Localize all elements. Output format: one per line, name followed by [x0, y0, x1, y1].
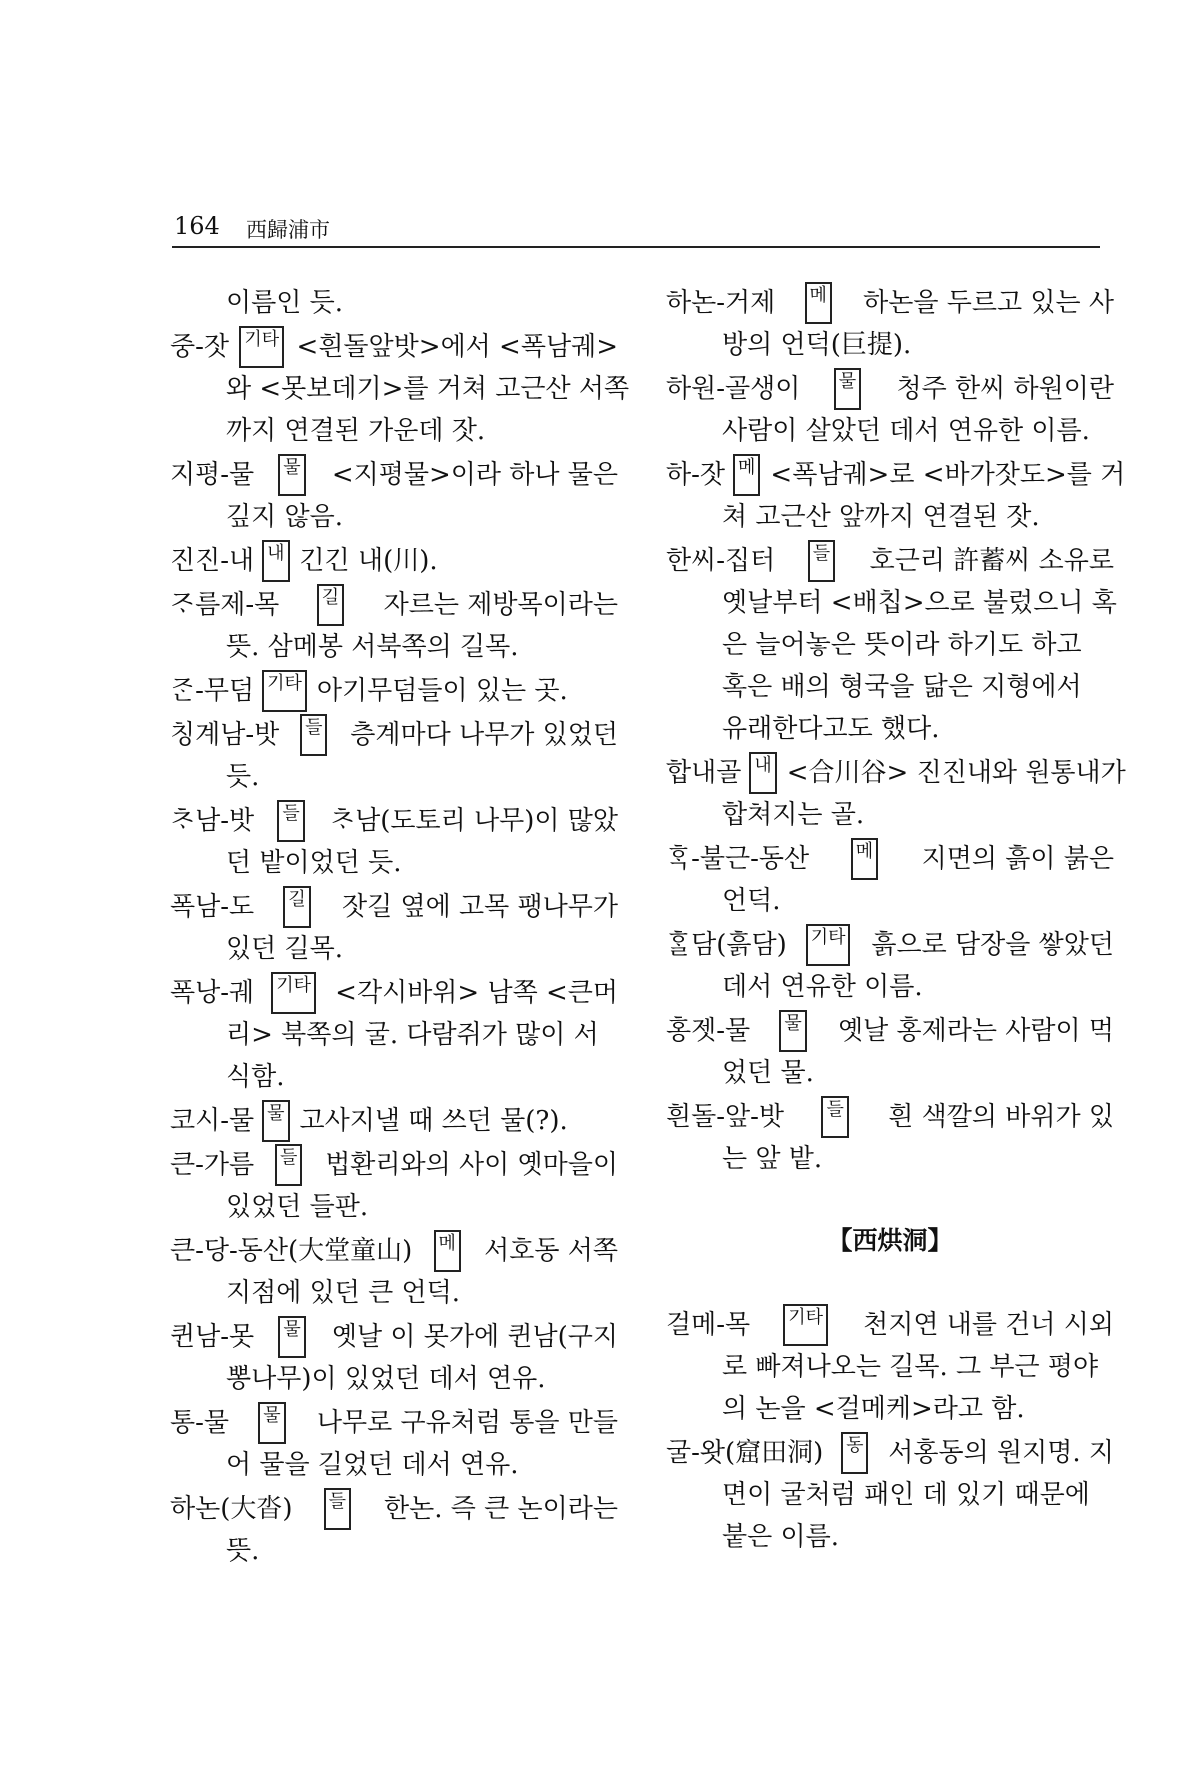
entry-text: <合川谷> 진진내와 원통내가: [786, 758, 1126, 788]
dictionary-entry: [170, 282, 618, 324]
entry-headword: 이름인 듯.: [226, 288, 343, 318]
entry-headword: 걸메-목: [666, 1310, 751, 1340]
entry-headword: 코시-물: [170, 1106, 255, 1136]
entry-text: 서호동 서쪽: [484, 1236, 618, 1266]
dictionary-entry: [170, 800, 618, 884]
entry-text: 하논을 두르고 있는 사: [863, 288, 1114, 318]
entry-headline: [666, 1432, 1114, 1474]
entry-text: 옛날부터 <배칩>으로 불렀으니 혹: [722, 588, 1117, 618]
category-tag: 내: [749, 752, 776, 794]
entry-headline: [170, 282, 618, 324]
category-tag: 길: [283, 886, 310, 928]
entry-headline: [666, 368, 1114, 410]
entry-headline: [170, 886, 618, 928]
entry-headline: [666, 838, 1114, 880]
category-tag: 기타: [783, 1304, 828, 1346]
entry-headline: [170, 326, 618, 368]
entry-text: 혹은 배의 형국을 닮은 지형에서: [722, 672, 1082, 702]
entry-text: 붙은 이름.: [722, 1522, 839, 1552]
entry-headword: 큰-당-동산(大堂童山): [170, 1236, 413, 1266]
entry-continuation: [170, 928, 618, 970]
entry-text: 로 빠져나오는 길목. 그 부근 평야: [722, 1352, 1099, 1382]
entry-headline: [666, 1096, 1114, 1138]
entry-text: <각시바위> 남쪽 <큰머: [335, 978, 618, 1008]
entry-text: 지면의 흙이 붉은: [921, 844, 1114, 874]
entry-headword: 하논(大沓): [170, 1494, 293, 1524]
page-header: [172, 210, 1100, 248]
category-tag: 기타: [262, 670, 307, 712]
category-tag: 길: [317, 584, 344, 626]
dictionary-entry: [666, 282, 1114, 366]
entry-headline: [170, 1100, 618, 1142]
entry-continuation: [666, 880, 1114, 922]
entry-continuation: [170, 1056, 618, 1098]
entry-text: 깊지 않음.: [226, 502, 343, 532]
entry-text: 긴긴 내(川).: [299, 546, 438, 576]
entry-headline: [170, 1488, 618, 1530]
entry-headword: 지평-물: [170, 460, 255, 490]
left-column: [170, 282, 630, 1574]
entry-text: 어 물을 길었던 데서 연유.: [226, 1450, 519, 1480]
right-column: [666, 282, 1126, 1560]
dictionary-entry: [170, 1402, 618, 1486]
entry-text: 있었던 들판.: [226, 1192, 369, 1222]
dictionary-entry: [666, 540, 1117, 750]
entry-continuation: [666, 582, 1117, 624]
category-tag: 들: [821, 1096, 848, 1138]
dictionary-entry: [666, 1304, 1114, 1430]
entry-headword: 칭계남-밧: [170, 720, 280, 750]
page-number: 164: [174, 212, 220, 240]
entry-headword: 퀸남-못: [170, 1322, 255, 1352]
entry-continuation: [170, 1358, 618, 1400]
entry-text: 뽕나무)이 있었던 데서 연유.: [226, 1364, 546, 1394]
entry-headline: [666, 454, 1126, 496]
dictionary-entry: [170, 670, 618, 712]
entry-headline: [170, 800, 618, 842]
dictionary-entry: [170, 1144, 618, 1228]
dictionary-entry: [170, 972, 618, 1098]
entry-text: 의 논을 <걸메케>라고 함.: [722, 1394, 1025, 1424]
entry-continuation: [170, 1272, 618, 1314]
entry-continuation: [666, 794, 1114, 836]
entry-headword: 합내골: [666, 758, 742, 788]
entry-headword: ᄎᆞ남-밧: [170, 806, 255, 836]
entry-continuation: [666, 666, 1114, 708]
entry-continuation: [170, 410, 618, 452]
entry-text: 있던 길목.: [226, 934, 343, 964]
entry-text: 리> 북쪽의 굴. 다람쥐가 많이 서: [226, 1020, 599, 1050]
category-tag: 동: [841, 1432, 868, 1474]
entry-continuation: [666, 1516, 1114, 1558]
entry-headword: 하원-골생이: [666, 374, 801, 404]
category-tag: 들: [277, 800, 304, 842]
entry-text: 지점에 있던 큰 언덕.: [226, 1278, 460, 1308]
entry-continuation: [666, 410, 1114, 452]
entry-continuation: [666, 624, 1114, 666]
category-tag: 메: [733, 454, 760, 496]
entry-text: 와 <못보데기>를 거쳐 고근산 서쪽: [226, 374, 630, 404]
entry-headword: 흰돌-앞-밧: [666, 1102, 785, 1132]
entry-continuation: [170, 842, 618, 884]
entry-text: 흰 색깔의 바위가 있: [888, 1102, 1114, 1132]
category-tag: 들: [300, 714, 327, 756]
category-tag: 물: [779, 1010, 806, 1052]
category-tag: 물: [278, 454, 305, 496]
entry-headword: 홍젯-물: [666, 1016, 751, 1046]
category-tag: 메: [851, 838, 878, 880]
entry-headline: [170, 584, 618, 626]
category-tag: 물: [278, 1316, 305, 1358]
entry-text: 자르는 제방목이라는: [383, 590, 618, 620]
entry-text: <지평물>이라 하나 물은: [331, 460, 618, 490]
entry-text: ᄎᆞ남(도토리 나무)이 많았: [330, 806, 618, 836]
entry-headline: [170, 972, 618, 1014]
entry-continuation: [666, 1052, 1114, 1094]
entry-headword: 폭낭-궤: [170, 978, 255, 1008]
entry-continuation: [666, 1388, 1114, 1430]
entry-text: 잣길 옆에 고목 팽나무가: [342, 892, 618, 922]
category-tag: 물: [834, 368, 861, 410]
category-tag: 물: [258, 1402, 285, 1444]
entry-headword: 큰-가름: [170, 1150, 255, 1180]
entry-text: 쳐 고근산 앞까지 연결된 잣.: [722, 502, 1040, 532]
dictionary-entry: [666, 368, 1114, 452]
entry-headline: [170, 714, 618, 756]
entry-text: 언덕.: [722, 886, 781, 916]
entry-text: 나무로 구유처럼 통을 만들: [316, 1408, 618, 1438]
category-tag: 기타: [806, 924, 851, 966]
entry-text: 사람이 살았던 데서 연유한 이름.: [722, 416, 1090, 446]
entry-text: 듯.: [226, 762, 260, 792]
entry-text: 청주 한씨 하원이란: [896, 374, 1114, 404]
entry-text: 면이 굴처럼 패인 데 있기 때문에: [722, 1480, 1090, 1510]
entry-headline: [666, 752, 1126, 794]
entry-text: 흙으로 담장을 쌓았던: [871, 930, 1114, 960]
entry-headline: [170, 670, 618, 712]
dictionary-entry: [666, 838, 1114, 922]
entry-headline: [666, 282, 1114, 324]
entry-text: 유래한다고도 했다.: [722, 714, 940, 744]
dictionary-entry: [170, 1488, 618, 1572]
category-tag: 메: [805, 282, 832, 324]
entry-continuation: [666, 1346, 1114, 1388]
entry-text: 뜻.: [226, 1536, 260, 1566]
entry-text: 천지연 내를 건너 시외: [863, 1310, 1114, 1340]
dictionary-entry: [666, 1096, 1114, 1180]
category-tag: 메: [434, 1230, 461, 1272]
entry-text: 층계마다 나무가 있었던: [350, 720, 618, 750]
entry-headline: [666, 924, 1114, 966]
dictionary-entry: [666, 454, 1126, 538]
dictionary-entry: [666, 1010, 1114, 1094]
entry-text: <흰돌앞밧>에서 <폭남궤>: [296, 332, 618, 362]
category-tag: 들: [808, 540, 835, 582]
category-tag: 기타: [271, 972, 316, 1014]
entry-continuation: [170, 1530, 618, 1572]
entry-text: 데서 연유한 이름.: [722, 972, 923, 1002]
entry-headword: ᄌᆞ름제-목: [170, 590, 280, 620]
dictionary-entry: [170, 454, 618, 538]
running-title: 西歸浦市: [246, 218, 330, 242]
entry-headword: 폭남-도: [170, 892, 255, 922]
entry-continuation: [170, 756, 618, 798]
entry-text: 던 밭이었던 듯.: [226, 848, 402, 878]
category-tag: 내: [262, 540, 289, 582]
entry-headline: [666, 1304, 1114, 1346]
dictionary-entry: [666, 1432, 1114, 1558]
entry-text: 합쳐지는 골.: [722, 800, 865, 830]
entry-continuation: [170, 1186, 618, 1228]
category-tag: 들: [275, 1144, 302, 1186]
entry-continuation: [666, 708, 1114, 750]
entry-text: 까지 연결된 가운데 잣.: [226, 416, 486, 446]
section-heading: 【西烘洞】: [827, 1226, 953, 1255]
entry-text: 었던 물.: [722, 1058, 814, 1088]
entry-headline: [170, 1316, 618, 1358]
entry-text: 방의 언덕(巨提).: [722, 330, 912, 360]
entry-text: 는 앞 밭.: [722, 1144, 823, 1174]
category-tag: 물: [262, 1100, 289, 1142]
dictionary-entry: [666, 752, 1126, 836]
entry-continuation: [170, 1014, 618, 1056]
entry-text: 서홍동의 원지명. 지: [888, 1438, 1114, 1468]
dictionary-entry: [666, 924, 1114, 1008]
dictionary-entry: [170, 1230, 618, 1314]
entry-headline: [170, 1402, 618, 1444]
entry-headword: ᄌᆞᆫ-무덤: [170, 676, 255, 706]
entry-text: <폭남궤>로 <바가잣도>를 거: [770, 460, 1126, 490]
entry-text: 아기무덤들이 있는 곳.: [316, 676, 568, 706]
entry-headline: [170, 1144, 618, 1186]
entry-headline: [666, 1010, 1114, 1052]
entry-headword: 한씨-집터: [666, 546, 776, 576]
dictionary-entry: [170, 584, 618, 668]
entry-text: 고사지낼 때 쓰던 물(?).: [299, 1106, 568, 1136]
entry-headline: [666, 540, 1114, 582]
entry-headword: 굴-왓(窟田洞): [666, 1438, 824, 1468]
entry-continuation: [170, 626, 618, 668]
entry-headword: ᄒᆞᆨ-불근-동산: [666, 844, 810, 874]
entry-continuation: [666, 1474, 1114, 1516]
dictionary-entry: [170, 326, 630, 452]
entry-headword: ᄒᆞᆯ담(흙담): [666, 930, 787, 960]
entry-headword: 하-잣: [666, 460, 726, 490]
entry-headline: [170, 1230, 618, 1272]
entry-continuation: [170, 1444, 618, 1486]
entry-headline: [170, 454, 618, 496]
dictionary-entry: [170, 1100, 618, 1142]
entry-text: 은 늘어놓은 뜻이라 하기도 하고: [722, 630, 1082, 660]
entry-text: 호근리 許蓄씨 소유로: [869, 546, 1114, 576]
entry-continuation: [666, 496, 1114, 538]
entry-continuation: [666, 966, 1114, 1008]
entry-text: 식함.: [226, 1062, 285, 1092]
entry-headword: 진진-내: [170, 546, 255, 576]
entry-continuation: [170, 496, 618, 538]
category-tag: 기타: [239, 326, 284, 368]
entry-text: 옛날 홍제라는 사람이 먹: [838, 1016, 1114, 1046]
entry-text: 뜻. 삼메봉 서북쪽의 길목.: [226, 632, 519, 662]
entry-text: 한논. 즉 큰 논이라는: [383, 1494, 618, 1524]
category-tag: 들: [324, 1488, 351, 1530]
dictionary-entry: [170, 886, 618, 970]
dictionary-entry: [170, 714, 618, 798]
entry-text: 옛날 이 못가에 퀸남(구지: [331, 1322, 618, 1352]
dictionary-entry: [170, 1316, 618, 1400]
entry-headword: 하논-거제: [666, 288, 776, 318]
dictionary-entry: [170, 540, 618, 582]
entry-continuation: [666, 1138, 1114, 1180]
entry-headline: [170, 540, 618, 582]
entry-headword: 통-물: [170, 1408, 230, 1438]
entry-headword: 중-잣: [170, 332, 230, 362]
entry-text: 법환리와의 사이 옛마을이: [325, 1150, 618, 1180]
entry-continuation: [666, 324, 1114, 366]
entry-continuation: [170, 368, 630, 410]
